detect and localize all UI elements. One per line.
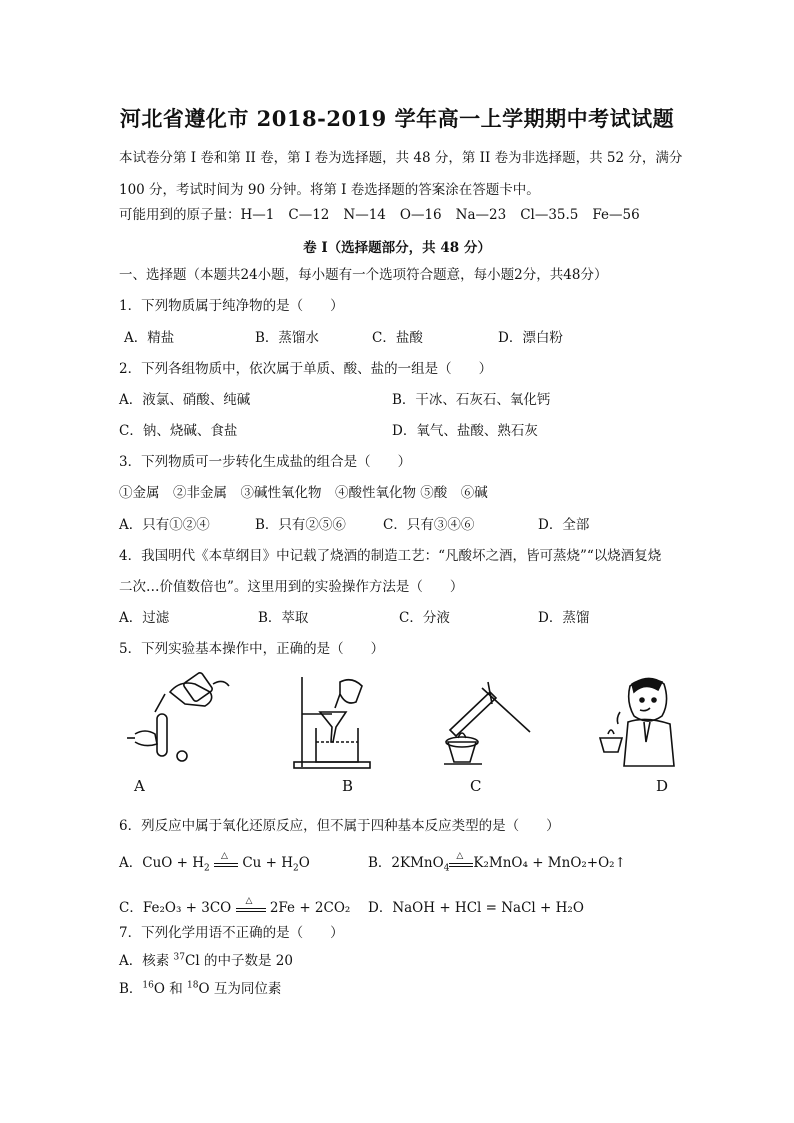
q2-stem: 2．下列各组物质中，依次属于单质、酸、盐的一组是（ ） — [119, 361, 493, 377]
atomic-mass-item: Na—23 — [455, 207, 507, 223]
atomic-mass-item: N—14 — [343, 207, 386, 223]
q6-option-b: B．2KMnO$_4$ △ K₂MnO₄ + MnO₂+O₂↑ — [368, 850, 626, 874]
heat-equals-sign: △ — [449, 857, 473, 871]
part-title: 一、选择题（本题共24小题，每小题有一个选项符合题意，每小题2分，共48分） — [119, 267, 608, 283]
q6-option-c: C．Fe₂O₃ + 3CO △ 2Fe + 2CO₂ — [119, 895, 351, 916]
intro-line-2: 100 分，考试时间为 90 分钟。将第 I 卷选择题的答案涂在答题卡中。 — [119, 182, 540, 198]
q3-stem: 3．下列物质可一步转化生成盐的组合是（ ） — [119, 454, 412, 470]
section-title: 卷 I（选择题部分，共 48 分） — [303, 240, 491, 256]
q1-stem: 1．下列物质属于纯净物的是（ ） — [119, 298, 344, 314]
atomic-masses-list — [241, 207, 640, 223]
q2-option-a: A．液氯、硝酸、纯碱 — [119, 392, 251, 408]
figure-a-label: A — [134, 777, 145, 795]
q6-option-a: A．CuO + $H_2$ △ $Cu + H_2O$ — [119, 850, 310, 874]
q4-option-b: B．萃取 — [258, 610, 309, 626]
figure-c-heating-illustration — [430, 672, 535, 772]
q7-stem: 7．下列化学用语不正确的是（ ） — [119, 925, 344, 941]
q1-option-b: B．蒸馏水 — [255, 330, 319, 346]
q5-stem: 5．下列实验基本操作中，正确的是（ ） — [119, 641, 385, 657]
q4-option-a: A．过滤 — [119, 610, 170, 626]
q3-option-a: A．只有①②④ — [119, 517, 210, 533]
q6-stem: 6．列反应中属于氧化还原反应，但不属于四种基本反应类型的是（ ） — [119, 818, 560, 834]
atomic-masses-label: 可能用到的原子量： — [119, 207, 241, 223]
intro-line-1: 本试卷分第 I 卷和第 II 卷，第 I 卷为选择题，共 48 分，第 II 卷为非选择题，共 52 分，满分 — [119, 150, 683, 166]
q3-option-c: C．只有③④⑥ — [383, 517, 475, 533]
q1-option-d: D．漂白粉 — [498, 330, 563, 346]
atomic-mass-item: Fe—56 — [592, 207, 640, 223]
heat-equals-sign: △ — [214, 857, 238, 871]
figure-b-label: B — [342, 777, 354, 795]
atomic-mass-item: O—16 — [399, 207, 442, 223]
q3-items: ①金属 ②非金属 ③碱性氧化物 ④酸性氧化物 ⑤酸 ⑥碱 — [119, 485, 488, 501]
heat-equals-sign: △ — [236, 902, 266, 916]
figure-a-pouring-illustration — [125, 672, 235, 767]
q6-option-d: D．NaOH + HCl = NaCl + H₂O — [368, 900, 584, 916]
atomic-mass-item: Cl—35.5 — [520, 207, 579, 223]
q7-option-b: B．$^{16}$O 和 $^{18}$O 互为同位素 — [119, 980, 282, 997]
atomic-mass-item: C—12 — [288, 207, 330, 223]
q4-option-c: C．分液 — [399, 610, 450, 626]
figure-c-label: C — [470, 777, 482, 795]
q3-option-b: B．只有②⑤⑥ — [255, 517, 346, 533]
page-title: 河北省遵化市 2018-2019 学年高一上学期期中考试试题 — [119, 106, 675, 131]
q1-option-c: C．盐酸 — [372, 330, 423, 346]
atomic-masses-line — [119, 203, 640, 223]
figure-d-person-lamp-illustration — [590, 672, 700, 772]
q2-option-d: D．氧气、盐酸、熟石灰 — [392, 423, 538, 439]
q4-stem-line-1: 4．我国明代《本草纲目》中记载了烧酒的制造工艺：“凡酸坏之酒，皆可蒸烧”“以烧酒复烧 — [119, 548, 662, 564]
figure-b-filtration-illustration — [290, 672, 380, 772]
q1-option-a: A．精盐 — [124, 330, 175, 346]
atomic-mass-item: H—1 — [240, 207, 275, 223]
q2-option-c: C．钠、烧碱、食盐 — [119, 423, 238, 439]
q2-option-b: B．干冰、石灰石、氧化钙 — [392, 392, 551, 408]
q3-option-d: D．全部 — [538, 517, 590, 533]
q4-option-d: D．蒸馏 — [538, 610, 590, 626]
q7-option-a: A．核素 $^{37}$Cl 的中子数是 20 — [119, 952, 293, 969]
figure-d-label: D — [656, 777, 669, 795]
q4-stem-line-2: 二次…价值数倍也”。这里用到的实验操作方法是（ ） — [119, 579, 464, 595]
